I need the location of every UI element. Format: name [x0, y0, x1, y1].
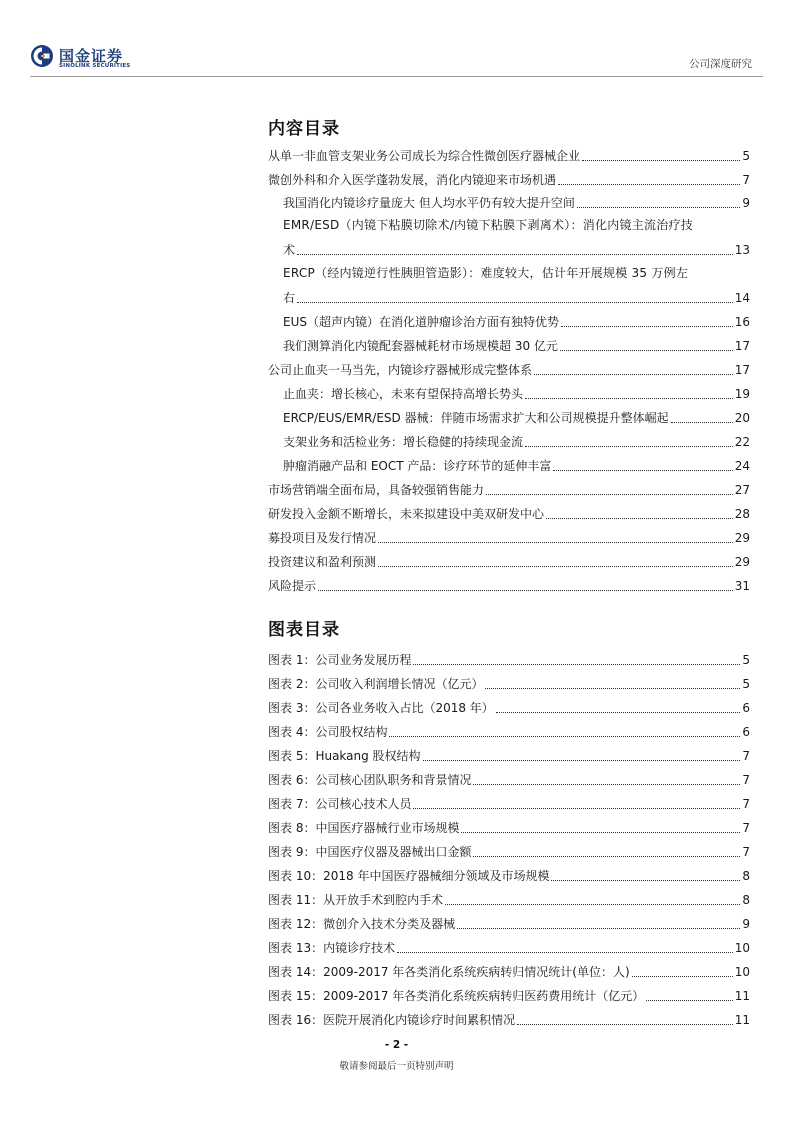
toc-entry-text: 肿瘤消融产品和 EOCT 产品：诊疗环节的延伸丰富: [283, 459, 552, 473]
logo-chinese-name: 国金证券: [59, 47, 124, 65]
toc-entry-text: 公司止血夹一马当先，内镜诊疗器械形成完整体系: [268, 363, 533, 377]
sinolink-logo-icon: [30, 44, 54, 68]
figure-entry-page: 6: [742, 725, 750, 739]
figure-entry-page: 11: [734, 989, 750, 1003]
toc-leader-dots: [297, 253, 733, 255]
figure-entry-page: 10: [734, 941, 750, 955]
toc-entry-page: 28: [734, 507, 750, 521]
toc-leader-dots: [461, 831, 740, 833]
figure-entry-text: 图表 9：中国医疗仪器及器械出口金额: [268, 845, 472, 859]
figure-entry-page: 7: [742, 845, 750, 859]
toc-entry-text[interactable]: EMR/ESD（内镜下粘膜切除术/内镜下粘膜下剥离术）：消化内镜主流治疗技: [283, 218, 694, 232]
figure-entry[interactable]: [268, 982, 750, 1004]
figure-entry-page: 9: [742, 917, 750, 931]
toc-leader-dots: [389, 735, 740, 737]
toc-subentry[interactable]: [283, 428, 750, 450]
toc-leader-dots: [413, 663, 740, 665]
toc-leader-dots: [534, 373, 733, 375]
figure-entry[interactable]: [268, 814, 750, 836]
toc-entry-text: 投资建议和盈利预测: [268, 555, 377, 569]
figure-entry-text: 图表 7：公司核心技术人员: [268, 797, 412, 811]
toc-entry-page: 16: [734, 315, 750, 329]
toc-entry-text: 研发投入金额不断增长，未来拟建设中美双研发中心: [268, 507, 545, 521]
toc-leader-dots: [486, 493, 733, 495]
figure-entry[interactable]: [268, 766, 750, 788]
figure-entry[interactable]: [268, 670, 750, 692]
page-header: [0, 0, 793, 80]
toc-entry[interactable]: [268, 548, 750, 570]
figure-entry[interactable]: [268, 958, 750, 980]
toc-entry-page: 29: [734, 555, 750, 569]
toc-entry-text: 微创外科和介入医学蓬勃发展，消化内镜迎来市场机遇: [268, 173, 557, 187]
toc-subentry[interactable]: [283, 308, 750, 330]
toc-entry[interactable]: [268, 524, 750, 546]
report-category: 公司深度研究: [689, 58, 752, 70]
toc-entry-page: 14: [734, 291, 750, 305]
toc-entry[interactable]: [268, 356, 750, 378]
toc-leader-dots: [397, 951, 733, 953]
figure-entry[interactable]: [268, 742, 750, 764]
toc-entry-page: 20: [734, 411, 750, 425]
figure-entry-text: 图表 3：公司各业务收入占比（2018 年）: [268, 701, 494, 715]
toc-entry-page: 24: [734, 459, 750, 473]
toc-leader-dots: [473, 855, 740, 857]
figure-entry-page: 11: [734, 1013, 750, 1027]
toc-leader-dots: [445, 903, 740, 905]
toc-subentry[interactable]: [283, 332, 750, 354]
toc-subentry[interactable]: [283, 404, 750, 426]
toc-entry[interactable]: [268, 166, 750, 188]
toc-entry-text-continued: 右: [283, 291, 296, 305]
toc-entry-text: 支架业务和活检业务：增长稳健的持续现金流: [283, 435, 524, 449]
toc-leader-dots: [457, 927, 740, 929]
toc-leader-dots: [378, 565, 733, 567]
toc-entry-page: 22: [734, 435, 750, 449]
toc-leader-dots: [558, 183, 740, 185]
figure-entry-text: 图表 8：中国医疗器械行业市场规模: [268, 821, 460, 835]
toc-subentry[interactable]: [283, 452, 750, 474]
toc-entry-text: 市场营销端全面布局，具备较强销售能力: [268, 483, 485, 497]
toc-entry-text-continued: 术: [283, 243, 296, 257]
toc-subentry[interactable]: [283, 189, 750, 211]
figures-title: 图表目录: [268, 620, 340, 640]
figure-entry-page: 10: [734, 965, 750, 979]
figure-entry-text: 图表 4：公司股权结构: [268, 725, 388, 739]
toc-leader-dots: [546, 517, 733, 519]
page-number: - 2 -: [384, 1039, 409, 1051]
toc-subentry[interactable]: [283, 380, 750, 402]
toc-leader-dots: [577, 206, 741, 208]
toc-leader-dots: [646, 999, 732, 1001]
toc-entry-page: 13: [734, 243, 750, 257]
figure-entry[interactable]: [268, 934, 750, 956]
contents-title: 内容目录: [268, 119, 340, 139]
figure-entry-text: 图表 16：医院开展消化内镜诊疗时间累积情况: [268, 1013, 516, 1027]
toc-leader-dots: [553, 469, 732, 471]
figure-entry[interactable]: [268, 886, 750, 908]
toc-leader-dots: [378, 541, 733, 543]
figure-entry-text: 图表 11：从开放手术到腔内手术: [268, 893, 444, 907]
toc-entry-text: 我们测算消化内镜配套器械耗材市场规模超 30 亿元: [283, 339, 558, 353]
toc-subentry[interactable]: [283, 284, 750, 306]
figure-entry-text: 图表 5：Huakang 股权结构: [268, 749, 421, 763]
toc-leader-dots: [297, 301, 733, 303]
toc-leader-dots: [473, 783, 740, 785]
figure-entry-page: 7: [742, 749, 750, 763]
figure-entry-text: 图表 14：2009-2017 年各类消化系统疾病转归情况统计(单位：人): [268, 965, 630, 979]
toc-leader-dots: [582, 159, 740, 161]
toc-subentry[interactable]: [283, 236, 750, 258]
toc-leader-dots: [496, 711, 741, 713]
figure-entry[interactable]: [268, 790, 750, 812]
toc-entry-text: 我国消化内镜诊疗量庞大 但人均水平仍有较大提升空间: [283, 196, 575, 210]
figure-entry[interactable]: [268, 1006, 750, 1028]
figure-entry-text: 图表 15：2009-2017 年各类消化系统疾病转归医药费用统计（亿元）: [268, 989, 645, 1003]
figure-entry-page: 7: [742, 821, 750, 835]
toc-entry-text: 止血夹：增长核心，未来有望保持高增长势头: [283, 387, 524, 401]
toc-leader-dots: [423, 759, 741, 761]
toc-entry-text: 募投项目及发行情况: [268, 531, 377, 545]
toc-entry[interactable]: [268, 500, 750, 522]
toc-leader-dots: [560, 349, 733, 351]
figure-entry-text: 图表 13：内镜诊疗技术: [268, 941, 396, 955]
logo-english-name: SINOLINK SECURITIES: [59, 63, 131, 69]
figure-entry-text: 图表 2：公司收入利润增长情况（亿元）: [268, 677, 484, 691]
toc-entry-page: 31: [734, 579, 750, 593]
toc-entry-page: 7: [742, 173, 750, 187]
figure-entry-page: 5: [742, 677, 750, 691]
toc-leader-dots: [632, 975, 733, 977]
figure-entry-text: 图表 12：微创介入技术分类及器械: [268, 917, 456, 931]
toc-entry-page: 29: [734, 531, 750, 545]
figure-entry[interactable]: [268, 910, 750, 932]
toc-entry-page: 17: [734, 339, 750, 353]
figure-entry[interactable]: [268, 718, 750, 740]
figure-entry-page: 6: [742, 701, 750, 715]
toc-entry-text: ERCP/EUS/EMR/ESD 器械：伴随市场需求扩大和公司规模提升整体崛起: [283, 411, 669, 425]
figure-entry-text: 图表 10：2018 年中国医疗器械细分领域及市场规模: [268, 869, 550, 883]
toc-entry-page: 27: [734, 483, 750, 497]
figure-entry[interactable]: [268, 862, 750, 884]
toc-entry-text[interactable]: ERCP（经内镜逆行性胰胆管造影）：难度较大，估计年开展规模 35 万例左: [283, 266, 689, 280]
figure-entry-page: 7: [742, 773, 750, 787]
company-logo: [30, 44, 160, 74]
toc-entry-text: 从单一非血管支架业务公司成长为综合性微创医疗器械企业: [268, 149, 581, 163]
toc-entry-page: 19: [734, 387, 750, 401]
toc-leader-dots: [561, 325, 733, 327]
figure-entry-page: 8: [742, 869, 750, 883]
toc-leader-dots: [413, 807, 740, 809]
toc-entry[interactable]: [268, 572, 750, 594]
figure-entry-page: 8: [742, 893, 750, 907]
disclaimer-note: 敬请参阅最后一页特别声明: [339, 1061, 454, 1072]
figure-entry-page: 7: [742, 797, 750, 811]
figure-entry-text: 图表 1：公司业务发展历程: [268, 653, 412, 667]
toc-leader-dots: [318, 589, 733, 591]
toc-leader-dots: [517, 1023, 733, 1025]
figure-entry[interactable]: [268, 694, 750, 716]
figure-entry-text: 图表 6：公司核心团队职务和背景情况: [268, 773, 472, 787]
figure-entry-page: 5: [742, 653, 750, 667]
figure-entry[interactable]: [268, 838, 750, 860]
toc-entry-page: 5: [742, 149, 750, 163]
toc-entry-text: 风险提示: [268, 579, 317, 593]
toc-entry-page: 9: [742, 196, 750, 210]
toc-leader-dots: [525, 445, 733, 447]
toc-entry-page: 17: [734, 363, 750, 377]
toc-leader-dots: [485, 687, 740, 689]
toc-entry[interactable]: [268, 142, 750, 164]
toc-entry-text: EUS（超声内镜）在消化道肿瘤诊治方面有独特优势: [283, 315, 559, 329]
toc-leader-dots: [551, 879, 740, 881]
toc-leader-dots: [671, 421, 733, 423]
figure-entry[interactable]: [268, 646, 750, 668]
header-divider: [30, 76, 763, 77]
toc-leader-dots: [525, 397, 733, 399]
toc-entry[interactable]: [268, 476, 750, 498]
